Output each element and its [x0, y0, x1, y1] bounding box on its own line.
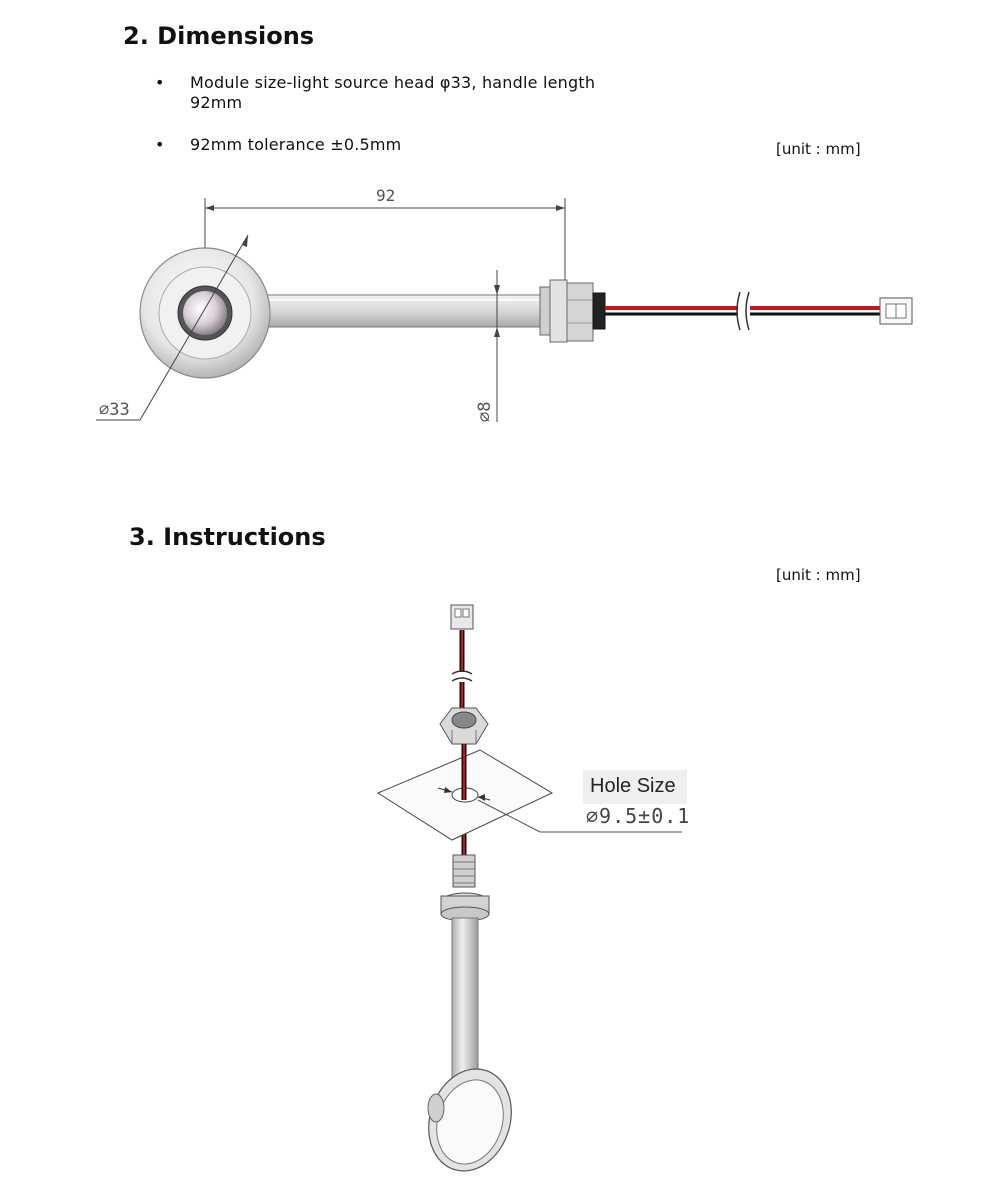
installation-illustration: [378, 605, 682, 1182]
light-source-head: [140, 248, 270, 378]
hex-nut: [440, 708, 488, 744]
length-label: 92: [376, 186, 396, 205]
handle-rod: [245, 295, 540, 327]
top-connector-icon: [451, 605, 473, 629]
rod-diameter-label: ∅8: [475, 401, 495, 422]
head-diameter-label: ∅33: [99, 400, 130, 420]
lens-icon: [183, 291, 227, 335]
dimensions-title: 2. Dimensions: [123, 22, 315, 50]
hole-size-value: ∅9.5±0.1: [586, 804, 691, 828]
dimensions-unit-label: [unit : mm]: [776, 140, 861, 158]
connector-icon: [880, 298, 912, 324]
bullet-module-size: • Module size-light source head φ33, handle length 92mm: [155, 73, 635, 113]
lead-wires: [605, 290, 880, 332]
mounting-nut: [540, 280, 605, 342]
instructions-unit-label: [unit : mm]: [776, 566, 861, 584]
instructions-title: 3. Instructions: [129, 523, 326, 551]
threaded-section: [441, 855, 489, 921]
bottom-light-ring: [416, 1058, 524, 1182]
hole-size-label: Hole Size: [590, 775, 676, 797]
bullet-tolerance: • 92mm tolerance ±0.5mm: [155, 135, 635, 155]
rod-diameter-dimension: [475, 270, 500, 422]
